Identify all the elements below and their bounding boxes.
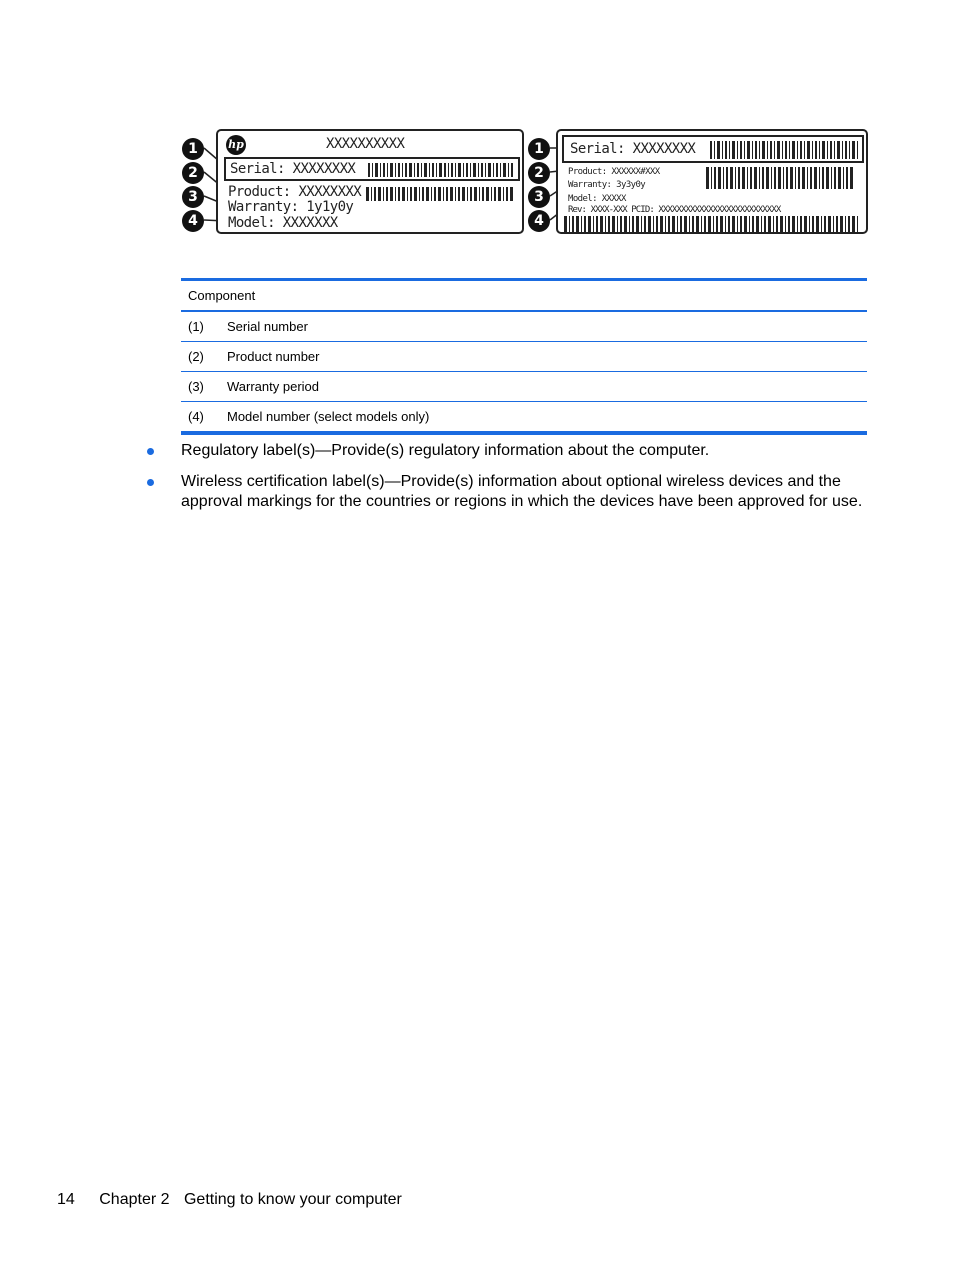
hp-logo-icon: hp [226,135,246,155]
callout-1: 1 [182,138,204,160]
left-product-text: Product: XXXXXXXX [228,184,362,200]
table-header-component: Component [181,280,867,312]
right-serial-text: Serial: XXXXXXXX [570,141,696,157]
left-serial-text: Serial: XXXXXXXX [230,161,356,177]
right-model-text: Model: XXXXX [568,194,626,204]
bullet-dot-icon [147,448,154,455]
row-number: (3) [181,372,220,402]
page-footer [57,1191,402,1209]
table-row [181,372,867,402]
callout-3: 3 [182,186,204,208]
right-serial-barcode [710,141,860,159]
table-row [181,311,867,342]
row-label: Model number (select models only) [220,402,867,434]
page-number: 14 [57,1191,75,1208]
right-serial-box [562,135,864,163]
row-label: Warranty period [220,372,867,402]
component-table [181,278,867,435]
bullet-item-wireless [181,472,871,512]
table-row [181,402,867,434]
left-warranty-text: Warranty: 1y1y0y [228,199,354,215]
left-serial-barcode [368,163,516,177]
callout-2-right: 2 [528,162,550,184]
table-header-row [181,280,867,312]
right-product-text: Product: XXXXXX#XXX [568,167,660,177]
row-number: (4) [181,402,220,434]
right-service-label [556,129,868,234]
left-serial-box [224,157,520,181]
service-labels-figure [178,126,872,242]
callout-4: 4 [182,210,204,232]
callout-3-right: 3 [528,186,550,208]
callout-2: 2 [182,162,204,184]
right-warranty-text: Warranty: 3y3y0y [568,180,646,190]
bullet-text: Regulatory label(s)—Provide(s) regulatory information about the computer. [181,442,710,459]
bullet-text: Wireless certification label(s)—Provide(s) information about optional wireless devices and the approval markings for the countries or regions in which the devices have been approved for use. [181,473,863,510]
left-product-barcode [366,187,516,201]
right-rev-text: Rev: XXXX-XXX PCID: XXXXXXXXXXXXXXXXXXXXXXXXXXX [568,205,781,215]
row-label: Serial number [220,311,867,342]
footer-chapter-title: Getting to know your computer [183,1191,402,1208]
left-service-label [216,129,524,234]
row-number: (1) [181,311,220,342]
row-number: (2) [181,342,220,372]
right-product-barcode [706,167,856,189]
callout-1-right: 1 [528,138,550,160]
left-label-header: XXXXXXXXXX [326,136,405,152]
left-model-text: Model: XXXXXXX [228,215,338,231]
table-row [181,342,867,372]
right-model-barcode [564,216,862,232]
bullet-dot-icon [147,479,154,486]
callout-4-right: 4 [528,210,550,232]
footer-chapter: Chapter 2 [99,1191,170,1208]
row-label: Product number [220,342,867,372]
bullet-item-regulatory [181,441,871,461]
